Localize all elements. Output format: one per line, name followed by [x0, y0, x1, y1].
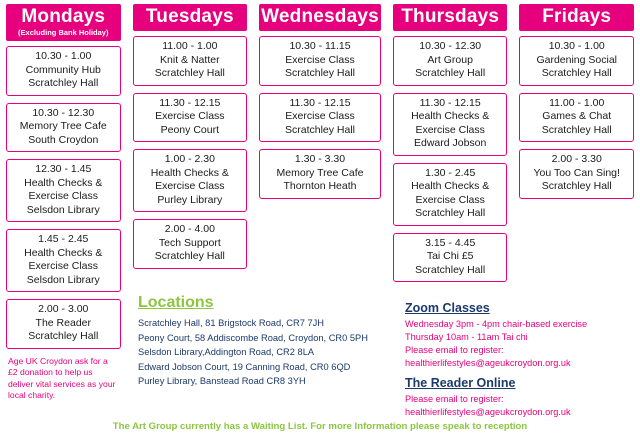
event-card	[259, 93, 381, 143]
event-detail: Purley Library	[157, 193, 223, 206]
event-card	[519, 93, 634, 143]
locations-block	[138, 293, 408, 389]
event-detail: You Too Can Sing!	[533, 166, 620, 179]
event-detail: Peony Court	[160, 123, 219, 136]
zoom-classes-list	[405, 318, 640, 370]
event-time: 2.00 - 3.00	[38, 303, 89, 315]
day-name: Thursdays	[401, 6, 500, 27]
event-detail: The Reader	[35, 316, 91, 329]
event-detail: Selsdon Library	[26, 203, 100, 216]
location-line: Peony Court, 58 Addiscombe Road, Croydon, CR0 5PH	[138, 332, 368, 343]
reader-line: Please email to register:	[405, 394, 504, 404]
event-time: 10.30 - 1.00	[35, 50, 92, 62]
event-time: 11.30 - 12.15	[289, 96, 351, 109]
event-card	[6, 46, 121, 96]
event-detail: Exercise Class	[28, 260, 98, 272]
reader-line: healthierlifestyles@ageukcroydon.org.uk	[405, 407, 571, 417]
event-card	[259, 36, 381, 86]
zoom-classes-title: Zoom Classes	[405, 301, 490, 315]
event-detail: Health Checks &	[24, 176, 103, 189]
footer-notice: The Art Group currently has a Waiting List. For more Information please speak to reception	[112, 421, 528, 432]
event-card	[133, 149, 248, 212]
event-card	[519, 36, 634, 86]
event-detail: Health Checks &	[150, 166, 229, 179]
day-header	[6, 4, 121, 41]
event-card	[6, 103, 121, 153]
event-detail: Scratchley Hall	[415, 263, 486, 276]
event-card	[6, 159, 121, 222]
event-detail: Scratchley Hall	[415, 207, 486, 219]
event-detail: Exercise Class	[28, 190, 98, 202]
event-detail: Scratchley Hall	[541, 180, 612, 192]
event-card	[133, 219, 248, 269]
event-time: 10.30 - 12.30	[32, 106, 95, 119]
event-detail: South Croydon	[28, 133, 99, 146]
day-header	[519, 4, 634, 31]
event-detail: Scratchley Hall	[415, 67, 486, 79]
event-time: 10.30 - 11.15	[289, 40, 351, 52]
zoom-line: Wednesday 3pm - 4pm chair-based exercise	[405, 319, 588, 329]
event-time: 1.30 - 2.45	[425, 166, 476, 179]
day-header	[259, 4, 381, 31]
event-detail: Art Group	[427, 53, 473, 66]
day-header	[133, 4, 248, 31]
zoom-line: healthierlifestyles@ageukcroydon.org.uk	[405, 358, 571, 368]
reader-online-title: The Reader Online	[405, 376, 516, 390]
event-card	[259, 149, 381, 199]
event-time: 2.00 - 4.00	[164, 223, 215, 235]
event-detail: Scratchley Hall	[284, 67, 356, 79]
event-card	[133, 36, 248, 86]
event-card	[393, 163, 508, 226]
event-detail: Thornton Heath	[283, 180, 357, 192]
event-detail: Community Hub	[25, 63, 101, 76]
event-detail: Knit & Natter	[160, 53, 220, 66]
event-time: 10.30 - 1.00	[548, 40, 605, 52]
event-detail: Scratchley Hall	[541, 123, 612, 136]
event-time: 11.30 - 12.15	[159, 96, 221, 109]
event-detail: Scratchley Hall	[28, 330, 99, 342]
event-detail: Exercise Class	[155, 180, 225, 192]
event-time: 11.00 - 1.00	[549, 96, 605, 109]
event-detail: Health Checks &	[411, 180, 490, 192]
event-detail: Tai Chi £5	[426, 250, 474, 262]
event-time: 1.30 - 3.30	[294, 153, 346, 165]
event-time: 11.30 - 12.15	[419, 96, 481, 109]
event-detail: Gardening Social	[536, 53, 617, 66]
day-subtitle: (Excluding Bank Holiday)	[18, 28, 109, 37]
location-line: Selsdon Library,Addington Road, CR2 8LA	[138, 347, 315, 357]
day-name: Wednesdays	[261, 6, 379, 27]
event-detail: Exercise Class	[155, 110, 225, 122]
event-detail: Selsdon Library	[26, 273, 100, 286]
event-detail: Scratchley Hall	[284, 123, 356, 136]
location-line: Edward Jobson Court, 19 Canning Road, CR0 6QD	[138, 361, 351, 372]
day-name: Tuesdays	[145, 6, 234, 27]
event-detail: Scratchley Hall	[28, 77, 99, 89]
event-card	[6, 229, 121, 292]
event-detail: Exercise Class	[415, 193, 485, 206]
event-card	[6, 299, 121, 349]
reader-online-list	[405, 393, 640, 419]
zoom-line: Thursday 10am - 11am Tai chi	[405, 332, 528, 342]
event-card	[393, 233, 508, 283]
day-column	[0, 0, 127, 402]
event-time: 1.45 - 2.45	[38, 233, 89, 245]
event-time: 2.00 - 3.30	[551, 153, 602, 165]
event-detail: Tech Support	[158, 236, 221, 249]
event-time: 3.15 - 4.45	[425, 236, 476, 249]
event-detail: Memory Tree Cafe	[276, 166, 364, 179]
event-card	[519, 149, 634, 199]
event-card	[393, 93, 508, 156]
reader-online-block	[405, 375, 640, 419]
event-detail: Exercise Class	[415, 123, 485, 136]
day-name: Fridays	[542, 6, 612, 27]
locations-title: Locations	[138, 294, 214, 311]
location-line: Scratchley Hall, 81 Brigstock Road, CR7 7JH	[138, 318, 325, 328]
event-card	[393, 36, 508, 86]
event-detail: Scratchley Hall	[541, 67, 612, 79]
day-name: Mondays	[21, 6, 106, 27]
event-time: 11.00 - 1.00	[162, 40, 218, 52]
zoom-line: Please email to register:	[405, 345, 504, 355]
event-detail: Exercise Class	[285, 110, 355, 122]
event-card	[133, 93, 248, 143]
event-detail: Edward Jobson	[413, 137, 487, 149]
event-detail: Games & Chat	[542, 110, 612, 122]
event-detail: Exercise Class	[285, 53, 355, 66]
event-time: 12.30 - 1.45	[35, 163, 92, 175]
event-time: 10.30 - 12.30	[419, 40, 482, 52]
donation-note: Age UK Croydon ask for a £2 donation to help us deliver vital services as your local charity.	[8, 355, 116, 400]
event-detail: Health Checks &	[411, 110, 490, 122]
location-line: Purley Library, Banstead Road CR8 3YH	[138, 376, 306, 386]
event-detail: Scratchley Hall	[154, 67, 225, 79]
event-detail: Scratchley Hall	[154, 250, 225, 262]
locations-list	[138, 316, 408, 389]
event-time: 1.00 - 2.30	[164, 153, 215, 165]
event-detail: Memory Tree Cafe	[19, 120, 107, 132]
event-detail: Health Checks &	[24, 246, 103, 259]
day-header	[393, 4, 508, 31]
zoom-classes-block	[405, 300, 640, 370]
